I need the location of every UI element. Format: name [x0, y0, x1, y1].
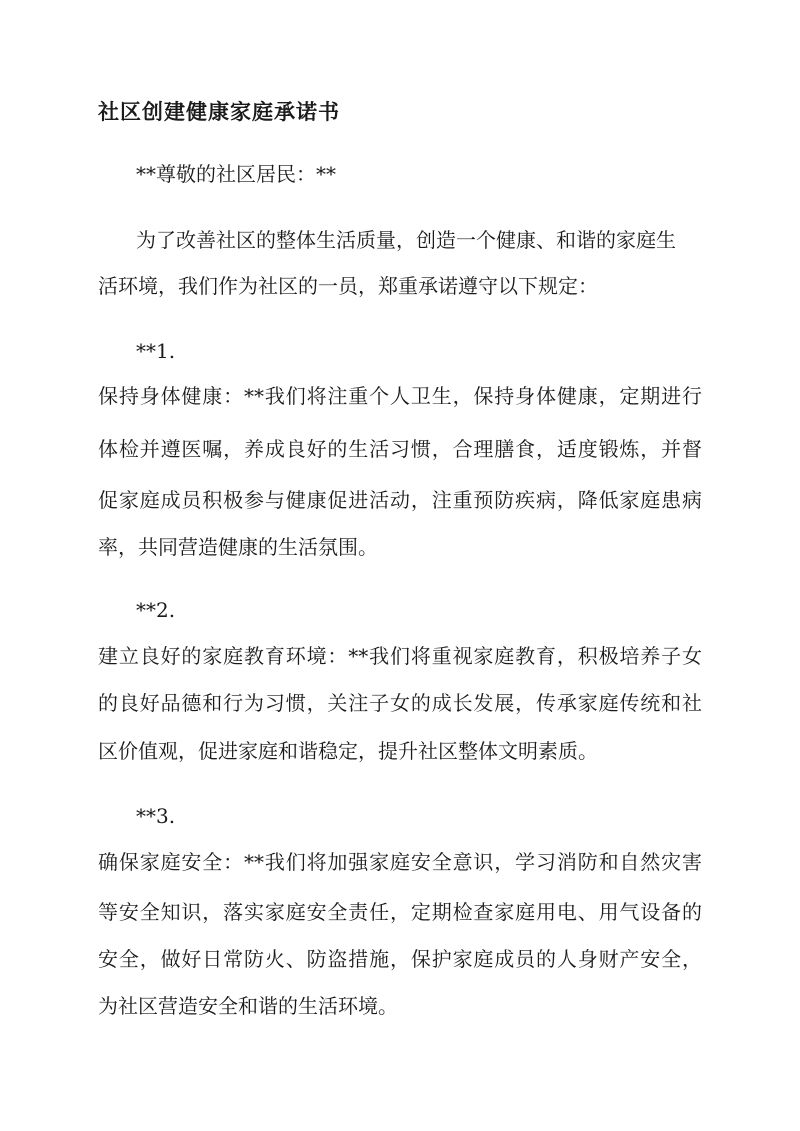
- document-title: 社区创建健康家庭承诺书: [98, 99, 340, 124]
- item-3-line: 等安全知识，落实家庭安全责任，定期检查家庭用电、用气设备的: [98, 900, 702, 924]
- item-number-2: **2.: [136, 598, 176, 622]
- item-1-line: 保持身体健康：**我们将注重个人卫生，保持身体健康，定期进行: [98, 384, 702, 408]
- item-3-line: 安全，做好日常防火、防盗措施，保护家庭成员的人身财产安全，: [98, 947, 702, 971]
- item-2-line: 区价值观，促进家庭和谐稳定，提升社区整体文明素质。: [98, 739, 598, 763]
- item-1-line: 率，共同营造健康的生活氛围。: [98, 535, 378, 559]
- item-3-line: 确保家庭安全：**我们将加强家庭安全意识，学习消防和自然灾害: [98, 850, 702, 874]
- item-1-line: 促家庭成员积极参与健康促进活动，注重预防疾病，降低家庭患病: [98, 488, 702, 512]
- salutation: **尊敬的社区居民：**: [136, 162, 336, 186]
- item-1-line: 体检并遵医嘱，养成良好的生活习惯，合理膳食，适度锻炼，并督: [98, 437, 702, 461]
- item-number-3: **3.: [136, 804, 176, 828]
- item-3-line: 为社区营造安全和谐的生活环境。: [98, 994, 398, 1018]
- item-number-1: **1.: [136, 339, 176, 363]
- item-2-line: 建立良好的家庭教育环境：**我们将重视家庭教育，积极培养子女: [98, 644, 702, 668]
- intro-line: 为了改善社区的整体生活质量，创造一个健康、和谐的家庭生: [136, 228, 676, 252]
- item-2-line: 的良好品德和行为习惯，关注子女的成长发展，传承家庭传统和社: [98, 691, 702, 715]
- intro-line: 活环境，我们作为社区的一员，郑重承诺遵守以下规定：: [98, 274, 598, 298]
